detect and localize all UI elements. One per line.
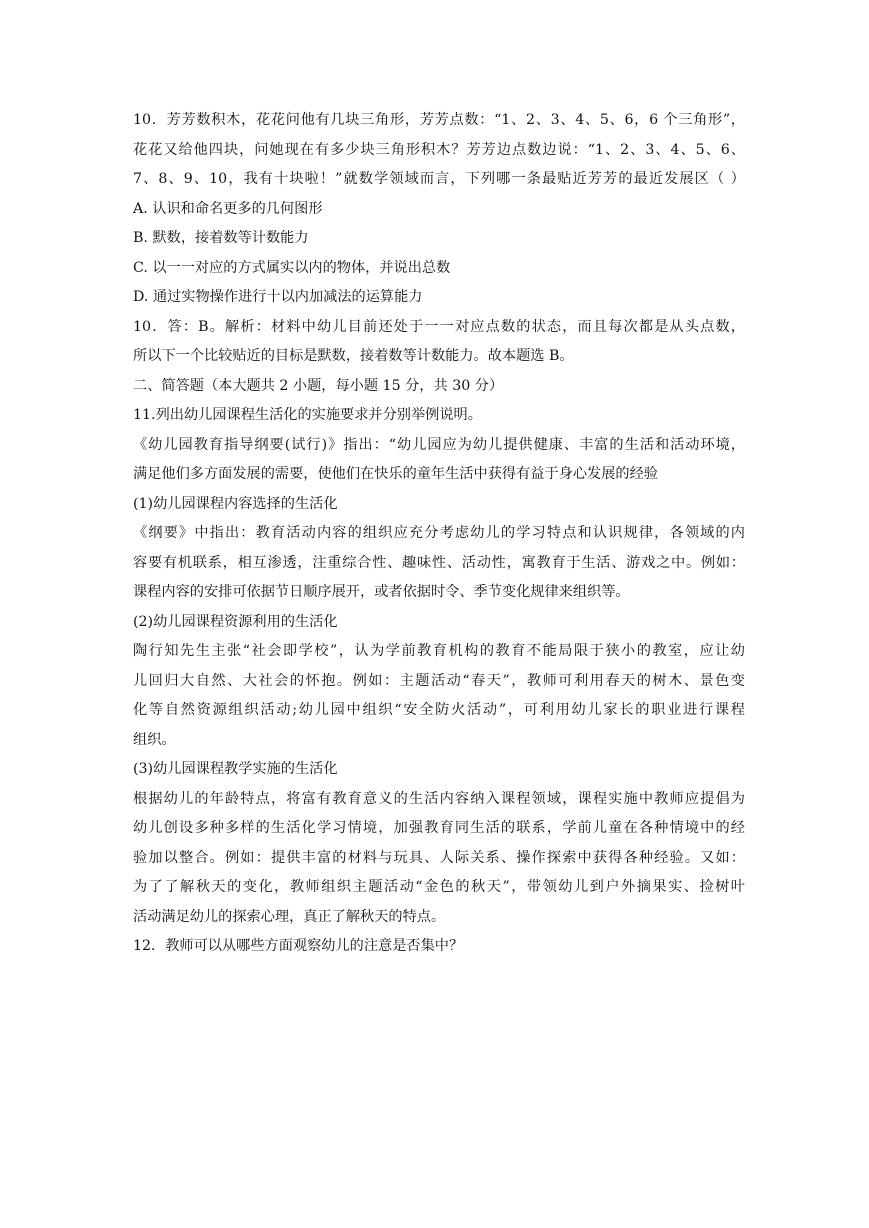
point-3-line-2: 幼儿创设多种多样的生活化学习情境，加强教育同生活的联系，学前儿童在各种情境中的经 (133, 820, 745, 836)
question-12: 12．教师可以从哪些方面观察幼儿的注意是否集中？ (133, 938, 464, 954)
answer-11-intro-line-2: 满足他们多方面发展的需要，使他们在快乐的童年生活中获得有益于身心发展的经验 (133, 466, 658, 482)
answer-10-line-1: 10．答：B。解析：材料中幼儿目前还处于一一对应点数的状态，而且每次都是从头点数， (133, 318, 745, 335)
question-10-line-2: 花花又给他四块，问她现在有多少块三角形积木？芳芳边点数边说：“1、2、3、4、5、6、 (133, 141, 745, 158)
point-3-line-4: 为了了解秋天的变化，教师组织主题活动“金色的秋天”，带领幼儿到户外摘果实、捡树叶 (133, 879, 745, 895)
document-body (133, 110, 745, 966)
subheading-3: (3)幼儿园课程教学实施的生活化 (133, 761, 338, 777)
point-3-line-1: 根据幼儿的年龄特点，将富有教育意义的生活内容纳入课程领域，课程实施中教师应提倡为 (133, 790, 745, 807)
point-1-line-2: 容要有机联系，相互渗透，注重综合性、趣味性、活动性，寓教育于生活、游戏之中。例如： (133, 554, 745, 571)
point-1-line-3: 课程内容的安排可依据节日顺序展开，或者依据时令、季节变化规律来组织等。 (133, 584, 630, 600)
question-10-line-1: 10．芳芳数积木，花花问他有几块三角形，芳芳点数：“1、2、3、4、5、6，6 个三角形”， (133, 112, 745, 128)
point-2-line-3: 化等自然资源组织活动;幼儿园中组织“安全防火活动”，可利用幼儿家长的职业进行课程 (133, 702, 745, 718)
point-2-line-2: 儿回归大自然、大社会的怀抱。例如：主题活动“春天”，教师可利用春天的树木、景色变 (133, 672, 745, 689)
subheading-1: (1)幼儿园课程内容选择的生活化 (133, 495, 338, 512)
option-c: C. 以一一对应的方式属实以内的物体，并说出总数 (133, 259, 451, 276)
subheading-2: (2)幼儿园课程资源利用的生活化 (133, 613, 338, 630)
option-d: D. 通过实物操作进行十以内加减法的运算能力 (133, 289, 423, 305)
point-3-line-5: 活动满足幼儿的探索心理，真正了解秋天的特点。 (133, 908, 446, 925)
question-11: 11.列出幼儿园课程生活化的实施要求并分别举例说明。 (133, 407, 482, 423)
option-b: B. 默数，接着数等计数能力 (133, 230, 309, 246)
answer-10-line-2: 所以下一个比较贴近的目标是默数，接着数等计数能力。故本题选 B。 (133, 348, 574, 364)
point-3-line-3: 验加以整合。例如：提供丰富的材料与玩具、人际关系、操作探索中获得各种经验。又如： (133, 849, 745, 866)
question-10-line-3: 7、8、9、10，我有十块啦！”就数学领域而言，下列哪一条最贴近芳芳的最近发展区（ ） (133, 171, 745, 187)
point-1-line-1: 《纲要》中指出：教育活动内容的组织应充分考虑幼儿的学习特点和认识规律，各领域的内 (133, 525, 745, 541)
answer-11-intro-line-1: 《幼儿园教育指导纲要(试行)》指出：“幼儿园应为幼儿提供健康、丰富的生活和活动环境， (133, 436, 745, 453)
point-2-line-4: 组织。 (133, 731, 176, 748)
point-2-line-1: 陶行知先生主张“社会即学校”，认为学前教育机构的教育不能局限于狭小的教室，应让幼 (133, 643, 745, 659)
section-heading: 二、简答题（本大题共 2 小题，每小题 15 分，共 30 分） (133, 377, 504, 394)
option-a: A. 认识和命名更多的几何图形 (133, 200, 323, 217)
